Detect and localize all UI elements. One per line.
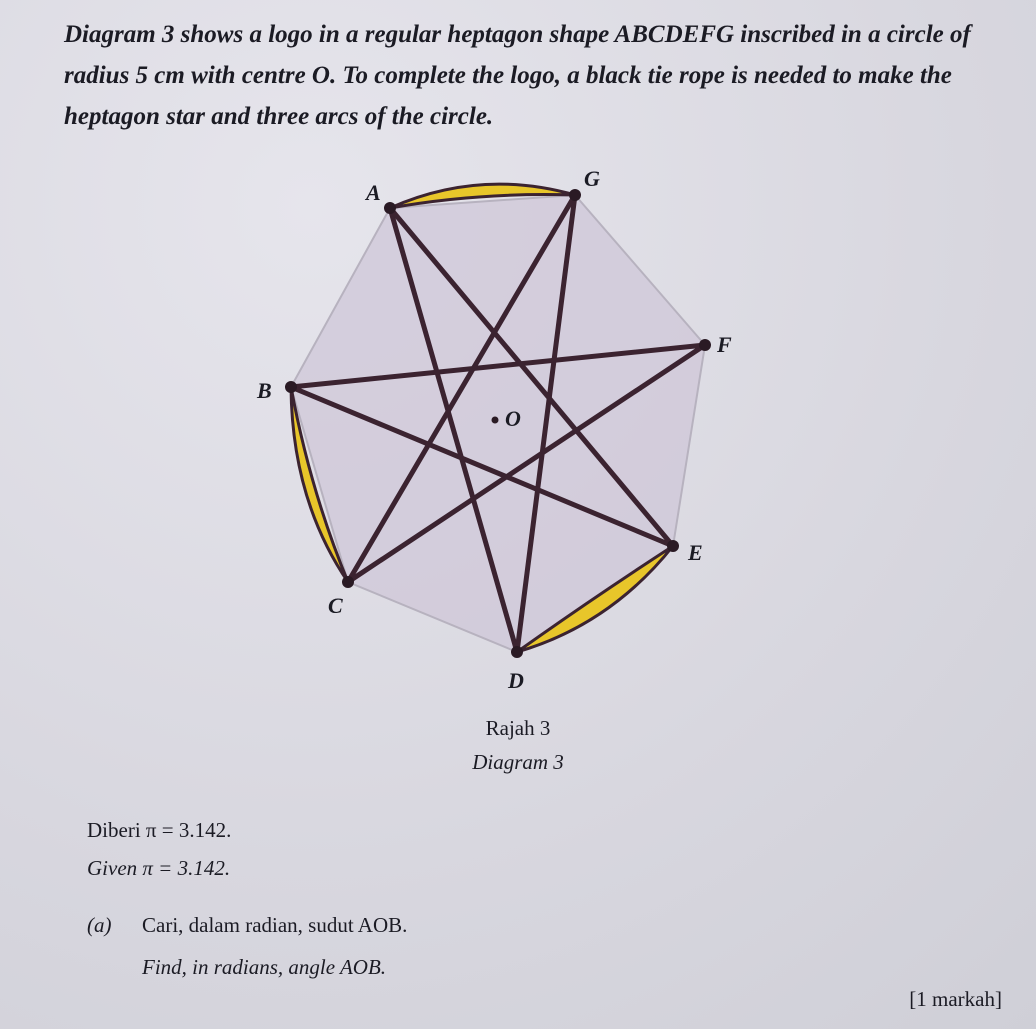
diagram-caption-english: Diagram 3 (472, 750, 564, 774)
vertex-label-e: E (688, 540, 703, 565)
question-intro: Diagram 3 shows a logo in a regular heptagon shape ABCDEFG inscribed in a circle of radius 5 cm with centre O. To complete the logo, a black tie rope is needed to make the heptagon star and three arcs of the circle. (64, 21, 971, 130)
part-a-question-malay: Cari, dalam radian, sudut AOB. (142, 913, 408, 937)
vertex-label-c: C (328, 593, 343, 618)
part-a-label: (a) (87, 913, 112, 937)
diagram-caption-malay: Rajah 3 (485, 716, 551, 740)
vertex-dot-b (285, 381, 297, 393)
part-a-question-english: Find, in radians, angle AOB. (142, 955, 387, 979)
vertex-dot-c (342, 576, 354, 588)
given-malay: Diberi π = 3.142. (87, 818, 232, 842)
vertex-label-a: A (366, 180, 381, 205)
centre-dot-o (492, 417, 499, 424)
vertex-dot-a (384, 202, 396, 214)
part-a-marks: [1 markah] (909, 987, 1002, 1011)
vertex-label-d: D (508, 668, 524, 693)
vertex-dot-e (667, 540, 679, 552)
vertex-label-b: B (257, 378, 272, 403)
vertex-label-g: G (584, 166, 600, 191)
given-english: Given π = 3.142. (87, 856, 231, 880)
vertex-dot-f (699, 339, 711, 351)
vertex-label-f: F (717, 332, 732, 357)
centre-label-o: O (505, 406, 521, 431)
vertex-dot-g (569, 189, 581, 201)
vertex-dot-d (511, 646, 523, 658)
